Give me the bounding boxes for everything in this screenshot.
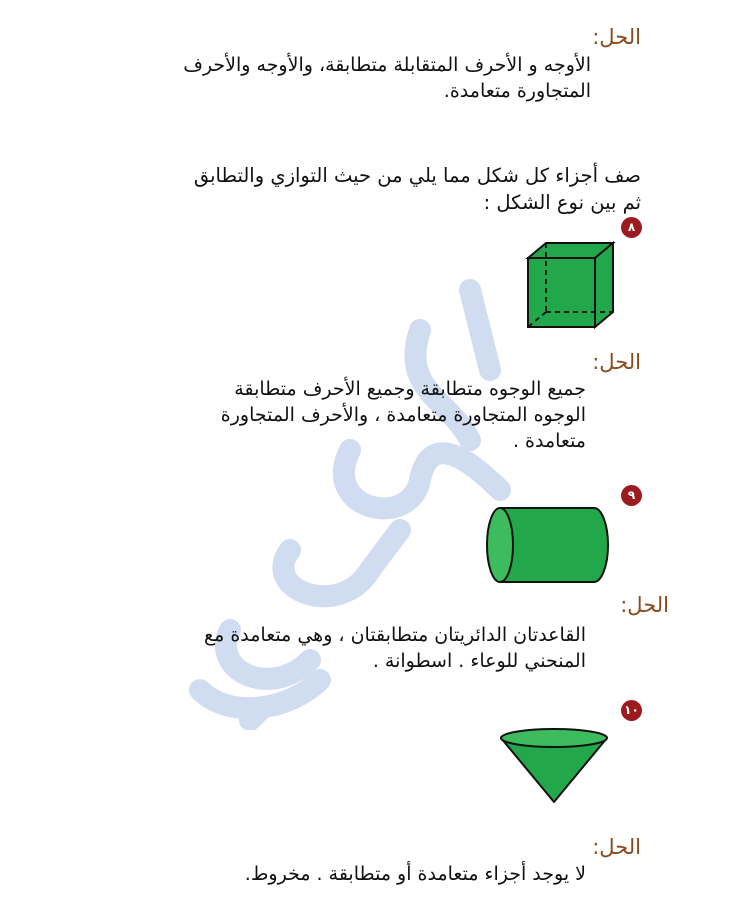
question-prompt bbox=[101, 162, 641, 216]
prompt-line: صف أجزاء كل شكل مما يلي من حيث التوازي والتطابق bbox=[193, 164, 641, 187]
solution-label-8: الحل: bbox=[592, 350, 641, 374]
item-number-badge: ٨ bbox=[621, 217, 642, 238]
answer-line: الأوجه و الأحرف المتقابلة متطابقة، والأوجه والأحرف bbox=[183, 54, 591, 76]
answer-line: المنحني للوعاء . اسطوانة . bbox=[372, 650, 586, 672]
answer-line: جميع الوجوه متطابقة وجميع الأحرف متطابقة bbox=[234, 378, 586, 400]
solution-label-top: الحل: bbox=[592, 25, 641, 49]
prompt-line: ثم بين نوع الشكل : bbox=[483, 191, 641, 214]
answer-line: القاعدتان الدائريتان متطابقتان ، وهي متعامدة مع bbox=[204, 624, 586, 646]
answer-text-8 bbox=[116, 376, 586, 454]
solution-label-9: الحل: bbox=[620, 593, 669, 617]
answer-text-9 bbox=[116, 622, 586, 674]
solution-label-10: الحل: bbox=[592, 835, 641, 859]
answer-line: متعامدة . bbox=[512, 430, 586, 452]
cone-icon bbox=[498, 726, 610, 806]
answer-line: المتجاورة متعامدة. bbox=[443, 80, 591, 102]
answer-line: الوجوه المتجاورة متعامدة ، والأحرف المتجاورة bbox=[220, 404, 586, 426]
item-number-badge: ١٠ bbox=[621, 700, 642, 721]
cube-icon bbox=[520, 240, 620, 332]
answer-line: لا يوجد أجزاء متعامدة أو متطابقة . مخروط. bbox=[244, 863, 586, 885]
answer-text-10 bbox=[116, 861, 586, 887]
cylinder-icon bbox=[484, 506, 612, 584]
answer-text-top bbox=[121, 52, 591, 104]
item-number-badge: ٩ bbox=[621, 485, 642, 506]
